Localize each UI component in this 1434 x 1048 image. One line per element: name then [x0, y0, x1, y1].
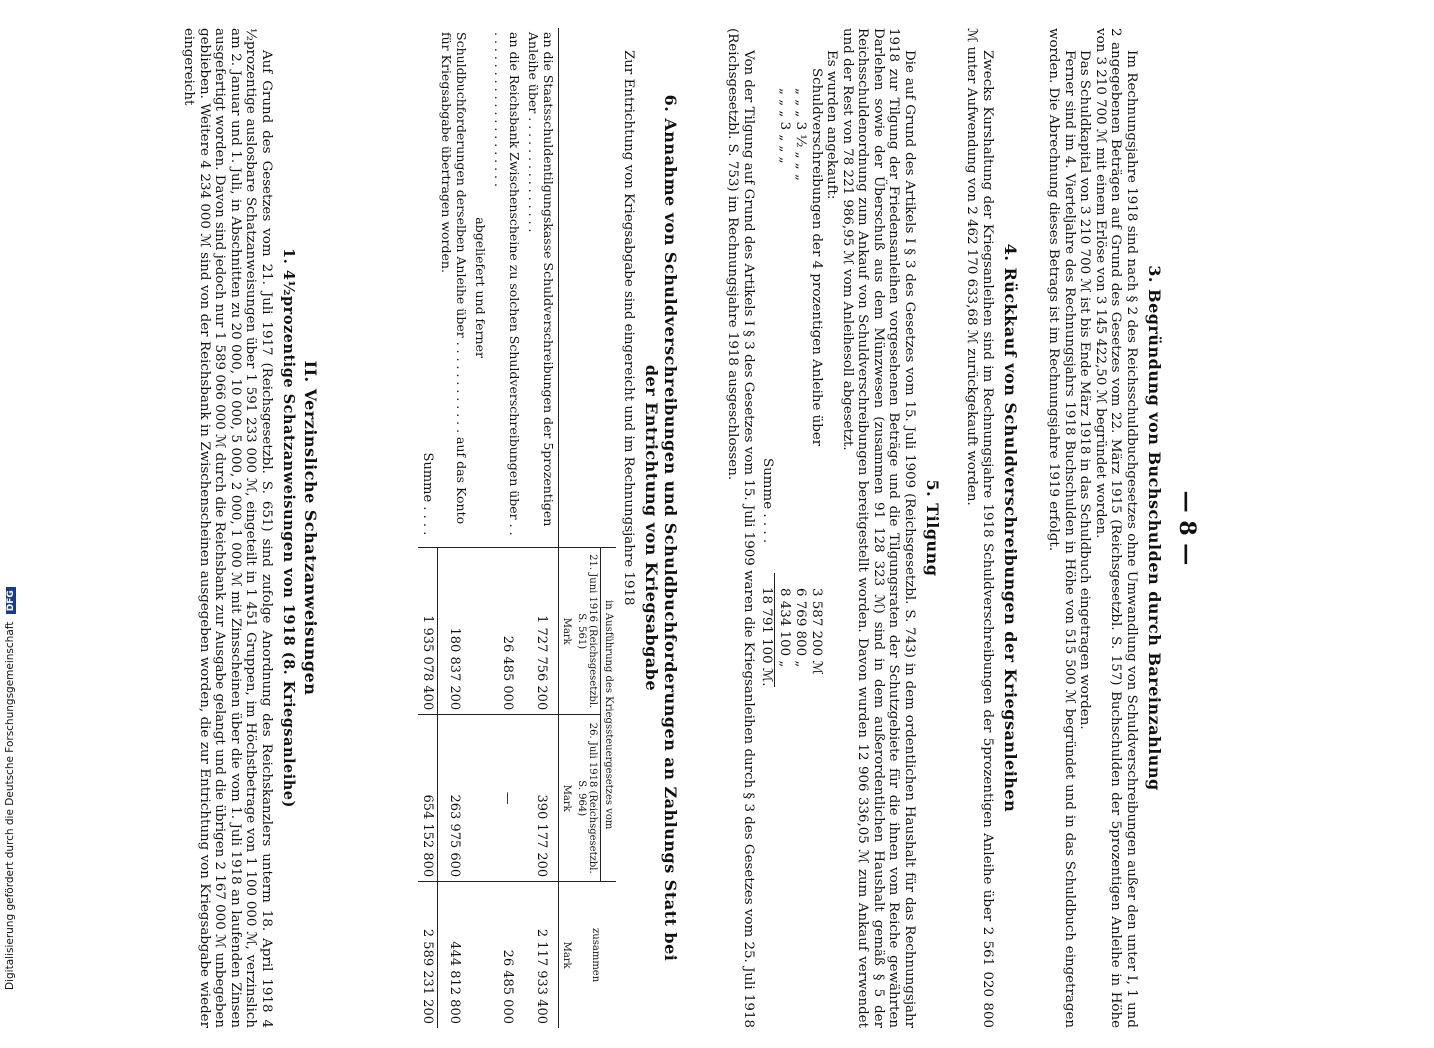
table-row-label: an die Reichsbank Zwischenscheine zu solchen Schuldverschreibungen über . . . . . . . . . . . . . . . . . . . . . . — [492, 32, 523, 536]
table-sum-label: Summe . . . . — [420, 452, 436, 536]
table-cell: 26 485 000 — [491, 548, 525, 715]
purchase-row-value: 6 769 800 „ — [793, 588, 808, 668]
section-5-paragraph-1: Die auf Grund des Artikels I § 3 des Gesetzes vom 15. Juli 1909 (Reichsgesetzbl. S. 743) in dem ordentlichen Haushalt für das Rechnungsjahr 1918 zur Tilgung der Friedensanleihen vorgesehenen Beträge und die Tilgungsraten der Schutzgebiete für die ihnen vom Reiche gewährten Darlehen sowie der Überschuß aus dem Münzwesen (zusammen 91 128 323 ℳ) sind in dem außerordentlichen Haushalt gemäß § 5 der Reichsschuldenordnung zum Ankauf von Schuldverschreibungen bereitgestellt worden. Davon wurden 12 906 336,05 ℳ zum Ankauf verwendet und der Rest von 78 221 986,95 ℳ vom Anleihesoll abgesetzt. — [840, 28, 917, 1028]
digitization-footer — [4, 587, 16, 990]
page-number: — 8 — — [1174, 490, 1200, 566]
section-3-paragraph-2: Das Schuldkapital von 3 210 700 ℳ ist bis Ende März 1918 in das Schuldbuch eingetragen worden. — [1077, 50, 1093, 730]
table-row-label: abgeliefert und ferner — [473, 217, 489, 358]
table-unit: Mark — [559, 715, 575, 882]
table-cell: 1 727 756 200 — [525, 548, 560, 715]
part-2-paragraph-1: Auf Grund des Gesetzes vom 21. Juli 1917 (Reichsgesetzbl. S. 651) sind zufolge Anordnung des Reichskanzlers unterm 18. April 1918 4 ½prozentige auslosbare Schatzanweisungen über 1 591 233 000 ℳ, eingeteilt in 1 451 Gruppen, im Höchstbetrage von 1 100 000 ℳ, verzinslich am 2. Januar und 1. Juli, in Abschnitten zu 20 000, 10 000, 5 000, 2 000, 1 000 ℳ mit Zinsscheinen über die vom 1. Juli 1918 an laufenden Zinsen ausgefertigt worden. Davon sind jedoch nur 1 589 066 000 ℳ durch die Reichsbank zur Ausgabe gelangt und die übrigen 2 167 000 ℳ unbegeben geblieben. Weitere 4 234 000 ℳ sind von der Reichsbank in Zwischenscheinen ausgegeben worden, die zur Entrichtung von Kriegsabgabe wieder eingereicht — [181, 28, 274, 1028]
table-cell: 2 117 933 400 — [525, 882, 560, 1028]
table-sum-cell: 1 935 078 400 — [418, 548, 438, 715]
section-4-title: 4. Rückkauf von Schuldverschreibungen der Kriegsanleihen — [1001, 243, 1020, 813]
purchase-row-value: 3 587 200 ℳ — [809, 588, 824, 675]
table-unit-spacer — [559, 28, 575, 548]
section-6-intro: Zur Entrichtung von Kriegsabgabe sind eingereicht und im Rechnungsjahre 1918 — [621, 50, 636, 606]
section-3-paragraph-1: Im Rechnungsjahre 1918 sind nach § 2 des Reichsschuldbuchgesetzes ohne Umwandlung von Schuldverschreibungen außer den unter I, 1 und 2 angegebenen Beträgen auf Grund des Gesetzes vom 22. März 1915 (Reichsgesetzbl. S. 157) Buchschulden der 5prozentigen Anleihe in Höhe von 3 210 700 ℳ mit einem Erlöse von 3 145 422,50 ℳ begründet worden. — [1093, 28, 1139, 1028]
table-row-label: Schuldbuchforderungen derselben Anleihe über . . . . . . . . . . . . auf das Konto für Kriegsabgabe übertragen worden. — [439, 32, 470, 525]
part-2 — [181, 28, 320, 1028]
footer-text: Digitalisierung gefördert durch die Deutsche Forschungsgemeinschaft — [4, 621, 16, 990]
section-4-paragraph-1: Zwecks Kurshaltung der Kriegsanleihen sind im Rechnungsjahre 1918 Schuldverschreibungen der 5prozentigen Anleihe über 2 561 020 800 ℳ unter Aufwendung von 2 462 170 633,68 ℳ zurückgekauft worden. — [964, 28, 995, 1028]
section-6 — [418, 28, 680, 1028]
table-corner — [575, 28, 617, 548]
table-row — [472, 28, 491, 1028]
rotated-page — [120, 28, 1200, 1048]
table-cell — [472, 548, 491, 715]
table-header-1918: 26. Juli 1918 (Reichsgesetzbl. S. 964) — [575, 715, 602, 882]
part-2-title: II. Verzinsliche Schatzanweisungen — [301, 360, 320, 696]
table-row — [491, 28, 525, 1028]
table-header-total: zusammen — [575, 882, 617, 1028]
table-group-header: in Ausführung des Kriegssteuergesetzes vom — [601, 548, 617, 882]
table-cell — [472, 715, 491, 882]
section-5-paragraph-3: Von der Tilgung auf Grund des Artikels I § 3 des Gesetzes vom 15. Juli 1909 waren die Kriegsanleihen durch § 3 des Gesetzes vom 25. Juli 1918 (Reichsgesetzbl. S. 753) im Rechnungsjahre 1918 ausgeschlossen. — [725, 28, 756, 1028]
section-5-paragraph-2: Es wurden angekauft: — [824, 50, 840, 200]
table-cell: — — [491, 715, 525, 882]
table-unit: Mark — [559, 882, 575, 1028]
section-3 — [1046, 28, 1164, 1028]
section-6-title: 6. Annahme von Schuldverschreibungen und Schuldbuchforderungen an Zahlungs Statt bei der Entrichtung von Kriegsabgabe — [642, 94, 680, 962]
purchase-row-text: „ „ „ 3 ½ „ „ „ — [793, 88, 808, 181]
table-unit: Mark — [559, 548, 575, 715]
dfg-logo: DFG — [6, 587, 16, 614]
purchase-row-text: Schuldverschreibungen der 4 prozentigen Anleihe über — [809, 68, 824, 447]
table-row — [438, 28, 472, 1028]
section-3-title: 3. Begründung von Buchschulden durch Bareinzahlung — [1145, 265, 1164, 791]
table-row-label: an die Staatsschuldentilgungskasse Schuldverschreibungen der 5prozentigen Anleihe über . . . . . . . . . . . . . . . — [526, 32, 557, 527]
table-row — [525, 28, 560, 1028]
table-header-1916: 21. Juni 1916 (Reichsgesetzbl. S. 561) — [575, 548, 602, 715]
purchase-row-value: 8 434 100 „ — [777, 588, 792, 668]
section-3-paragraph-3: Ferner sind im 4. Vierteljahre des Rechnungsjahrs 1918 Buchschulden in Höhe von 515 500 ℳ begründet und in das Schuldbuch eingetragen worden. Die Abrechnung dieses Betrags ist im Rechnungsjahre 1919 erfolgt. — [1046, 28, 1077, 1028]
section-5-title: 5. Tilgung — [923, 479, 942, 577]
section-4 — [964, 28, 1020, 1028]
table-cell: 390 177 200 — [525, 715, 560, 882]
part-2-subtitle: 1. 4½prozentige Schatzanweisungen von 1918 (8. Kriegsanleihe) — [280, 248, 297, 808]
purchases-list — [760, 28, 824, 1028]
table-cell: 180 837 200 — [438, 548, 472, 715]
section-5 — [725, 28, 942, 1028]
table-sum-cell: 654 152 800 — [418, 715, 438, 882]
table-cell: 263 975 600 — [438, 715, 472, 882]
purchase-sum-label: Summe . . . . — [760, 458, 775, 544]
purchase-row-text: „ „ „ 3 „ „ „ — [777, 88, 792, 164]
purchase-sum-value: 18 791 100 ℳ. — [758, 573, 775, 687]
kriegsabgabe-table — [418, 28, 617, 1028]
table-cell: 444 812 800 — [438, 882, 472, 1028]
table-cell: 26 485 000 — [491, 882, 525, 1028]
table-sum-cell: 2 589 231 200 — [418, 882, 438, 1028]
table-sum-row — [418, 28, 438, 1028]
table-cell — [472, 882, 491, 1028]
